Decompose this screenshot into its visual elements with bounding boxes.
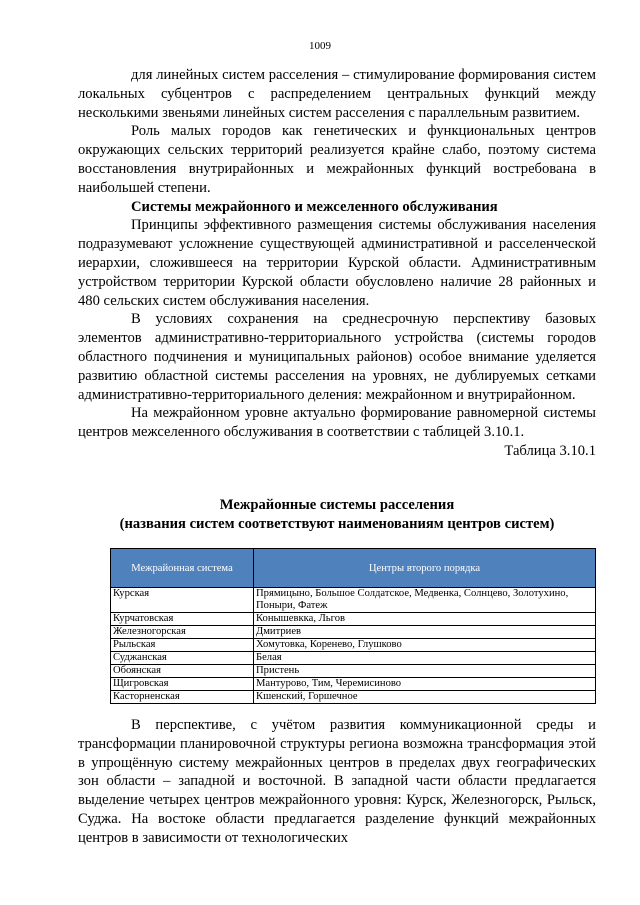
- table-row: [111, 626, 596, 639]
- table-cell-centers: Пристень: [254, 665, 596, 678]
- table-row: [111, 588, 596, 613]
- table-cell-centers: Дмитриев: [254, 626, 596, 639]
- table-cell-centers: Хомутовка, Коренево, Глушково: [254, 639, 596, 652]
- table-title-line2: (названия систем соответствуют наименованиям центров систем): [119, 516, 555, 532]
- table-cell-system: Курская: [111, 588, 254, 613]
- paragraph: На межрайонном уровне актуально формирование равномерной системы центров межселенного обслуживания в соответствии с таблицей 3.10.1.: [78, 405, 596, 441]
- table-header-row: [111, 549, 596, 588]
- districts-table: [110, 548, 596, 704]
- table-cell-system: Курчатовская: [111, 613, 254, 626]
- table-cell-centers: Прямицыно, Большое Солдатское, Медвенка, Солнцево, Золотухино, Поныри, Фатеж: [254, 588, 596, 613]
- table-title-line1: Межрайонные системы расселения: [219, 497, 455, 513]
- table-cell-centers: Белая: [254, 652, 596, 665]
- table-cell-system: Обоянская: [111, 665, 254, 678]
- paragraph: Принципы эффективного размещения системы обслуживания населения подразумевают усложнение существующей административной и расселенческой иерархии, сложившееся на территории Курской области. Административным устройством территории Курской области обусловлено наличие 28 районных и 480 сельских систем обслуживания населения.: [78, 217, 596, 309]
- table-cell-centers: Мантурово, Тим, Черемисиново: [254, 678, 596, 691]
- body-text-bottom: [78, 716, 596, 848]
- table-row: [111, 639, 596, 652]
- body-text-top: [78, 66, 596, 461]
- paragraph: для линейных систем расселения – стимулирование формирования систем локальных субцентров с распределением центральных функций между несколькими звеньями линейных систем расселения с параллельным развитием.: [78, 67, 596, 121]
- page-number: 1009: [309, 40, 331, 52]
- table-cell-centers: Конышевкка, Льгов: [254, 613, 596, 626]
- paragraph: Роль малых городов как генетических и функциональных центров окружающих сельских территорий реализуется крайне слабо, поэтому система восстановления внутрирайонных и межрайонных функций востребована в наибольшей степени.: [78, 123, 596, 196]
- section-heading: Системы межрайонного и межселенного обслуживания: [131, 198, 498, 215]
- table-header-centers: Центры второго порядка: [254, 549, 596, 588]
- table-cell-system: Суджанская: [111, 652, 254, 665]
- table-row: [111, 652, 596, 665]
- table-header-system: Межрайонная система: [111, 549, 254, 588]
- table-title: [78, 496, 596, 534]
- table-row: [111, 613, 596, 626]
- table-row: [111, 691, 596, 704]
- table-row: [111, 665, 596, 678]
- paragraph: В перспективе, с учётом развития коммуникационной среды и трансформации планировочной структуры региона возможна трансформация этой в упрощённую систему межрайонных центров в пределах двух географических зон области – западной и восточной. В западной части области предлагается выделение четырех центров межрайонного уровня: Курск, Железногорск, Рыльск, Суджа. На востоке области предлагается разделение функций межрайонных центров в зависимости от технологических: [78, 717, 596, 846]
- table-cell-system: Железногорская: [111, 626, 254, 639]
- table-row: [111, 678, 596, 691]
- table-cell-system: Рыльская: [111, 639, 254, 652]
- table-label: Таблица 3.10.1: [504, 442, 596, 459]
- table-cell-system: Касторненская: [111, 691, 254, 704]
- table-cell-centers: Кшенский, Горшечное: [254, 691, 596, 704]
- paragraph: В условиях сохранения на среднесрочную перспективу базовых элементов административно-территориального устройства (системы городов областного подчинения и муниципальных районов) особое внимание уделяется развитию областной системы расселения на уровнях, не дублируемых сетками административно-территориального деления: межрайонном и внутрирайонном.: [78, 311, 596, 403]
- table-cell-system: Щигровская: [111, 678, 254, 691]
